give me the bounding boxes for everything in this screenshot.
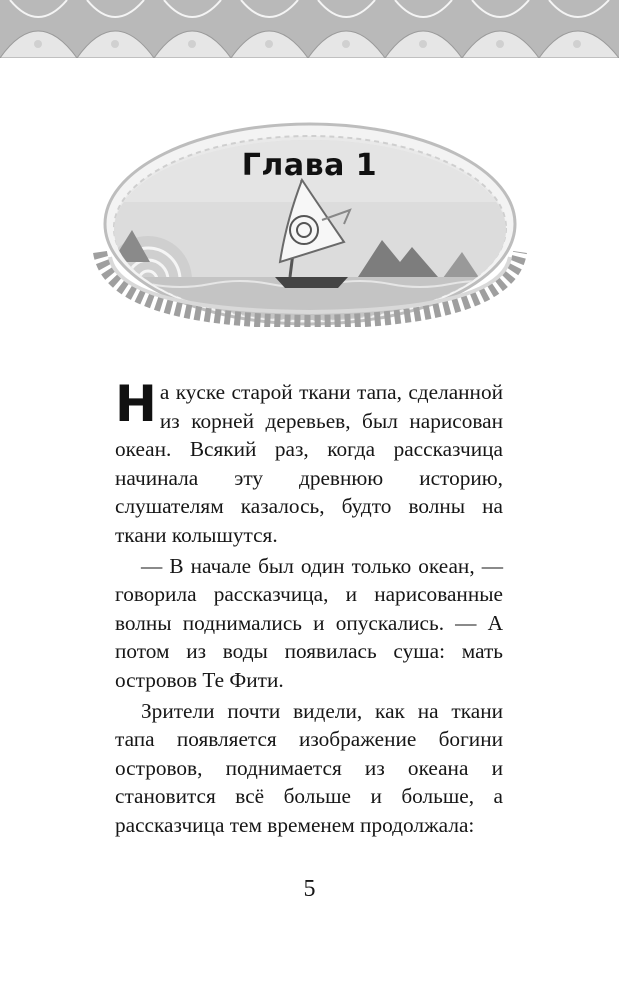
paragraph-3: Зрители почти видели, как на ткани тапа появляется изображение богини островов, поднимается из океана и становится всё больше и больше, а рассказчица тем временем продолжала: xyxy=(115,698,503,837)
chapter-illustration xyxy=(90,112,530,327)
page-number: 5 xyxy=(303,876,316,902)
chapter-title: Глава 1 xyxy=(241,148,378,183)
paragraph-1 xyxy=(115,375,503,550)
drop-cap: Н xyxy=(115,375,157,433)
paragraph-1-text: а куске старой ткани тапа, сделанной из корней деревьев, был нарисован океан. Всякий раз, когда рассказчица начинала эту древнюю историю, слушателям казалось, будто волны на ткани колышутся. xyxy=(115,380,503,547)
tapa-pattern-border xyxy=(0,0,619,58)
paragraph-2: — В начале был один только океан, — говорила рассказчица, и нарисованные волны поднимались и опускались. — А потом из воды появилась суша: мать островов Те Фити. xyxy=(115,553,503,692)
body-text xyxy=(115,375,503,840)
